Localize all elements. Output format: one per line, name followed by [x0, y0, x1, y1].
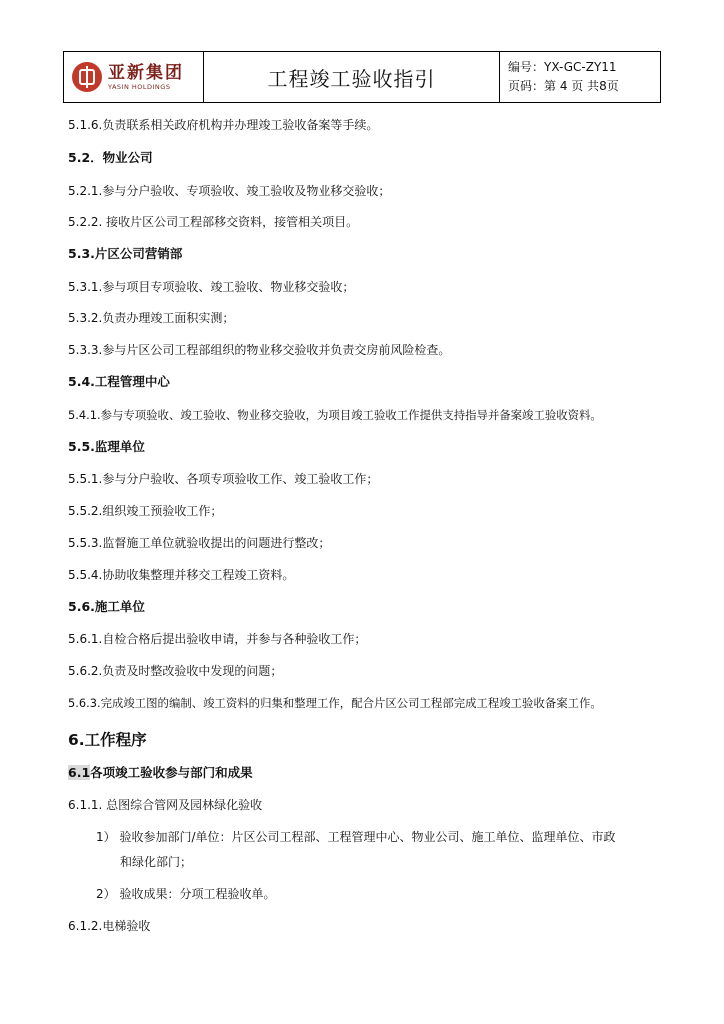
paragraph: 5.1.6.负责联系相关政府机构并办理竣工验收备案等手续。 [68, 118, 379, 132]
company-logo-icon [72, 62, 102, 92]
section-heading: 5.6.施工单位 [68, 599, 145, 614]
logo-english: YASIN HOLDINGS [108, 83, 171, 91]
paragraph: 5.3.3.参与片区公司工程部组织的物业移交验收并负责交房前风险检查。 [68, 343, 451, 357]
paragraph: 5.5.2.组织竣工预验收工作； [68, 504, 223, 518]
paragraph: 5.6.2.负责及时整改验收中发现的问题； [68, 664, 283, 678]
paragraph: 5.6.3.完成竣工图的编制、竣工资料的归集和整理工作，配合片区公司工程部完成工程竣工验收备案工作。 [68, 696, 602, 710]
paragraph: 5.5.3.监督施工单位就验收提出的问题进行整改； [68, 536, 331, 550]
logo-cell [64, 52, 204, 102]
logo-text [108, 63, 184, 91]
paragraph: 5.6.1.自检合格后提出验收申请，并参与各种验收工作； [68, 632, 367, 646]
list-item: 2） 验收成果：分项工程验收单。 [96, 887, 276, 901]
paragraph: 5.2.1.参与分户验收、专项验收、竣工验收及物业移交验收； [68, 184, 391, 198]
subsection-title: 各项竣工验收参与部门和成果 [90, 765, 253, 780]
list-item: 1） 验收参加部门/单位：片区公司工程部、工程管理中心、物业公司、施工单位、监理单位、市政 [96, 830, 616, 844]
paragraph: 5.4.1.参与专项验收、竣工验收、物业移交验收，为项目竣工验收工作提供支持指导并备案竣工验收资料。 [68, 408, 602, 422]
section-heading: 5.4.工程管理中心 [68, 374, 170, 389]
document-header [63, 51, 661, 103]
paragraph: 5.3.1.参与项目专项验收、竣工验收、物业移交验收； [68, 280, 355, 294]
document-meta [500, 52, 660, 102]
subsection-heading [68, 765, 253, 781]
paragraph: 6.1.2.电梯验收 [68, 919, 151, 933]
paragraph: 5.2.2. 接收片区公司工程部移交资料，接管相关项目。 [68, 215, 359, 229]
section-heading: 5.5.监理单位 [68, 439, 145, 454]
section-heading: 5.2．物业公司 [68, 150, 153, 165]
paragraph: 5.5.1.参与分户验收、各项专项验收工作、竣工验收工作； [68, 472, 379, 486]
page-number: 页码：第 4 页 共8页 [508, 79, 619, 93]
subsection-number: 6.1 [68, 765, 91, 780]
paragraph: 5.3.2.负责办理竣工面积实测； [68, 311, 235, 325]
list-item-continuation: 和绿化部门； [120, 855, 193, 869]
paragraph: 6.1.1. 总图综合管网及园林绿化验收 [68, 798, 263, 812]
document-code: 编号：YX-GC-ZY11 [508, 60, 617, 74]
document-title: 工程竣工验收指引 [204, 52, 500, 102]
logo-chinese: 亚新集团 [108, 63, 184, 83]
section-heading: 5.3.片区公司营销部 [68, 246, 183, 261]
paragraph: 5.5.4.协助收集整理并移交工程竣工资料。 [68, 568, 295, 582]
chapter-heading: 6.工作程序 [68, 731, 147, 749]
